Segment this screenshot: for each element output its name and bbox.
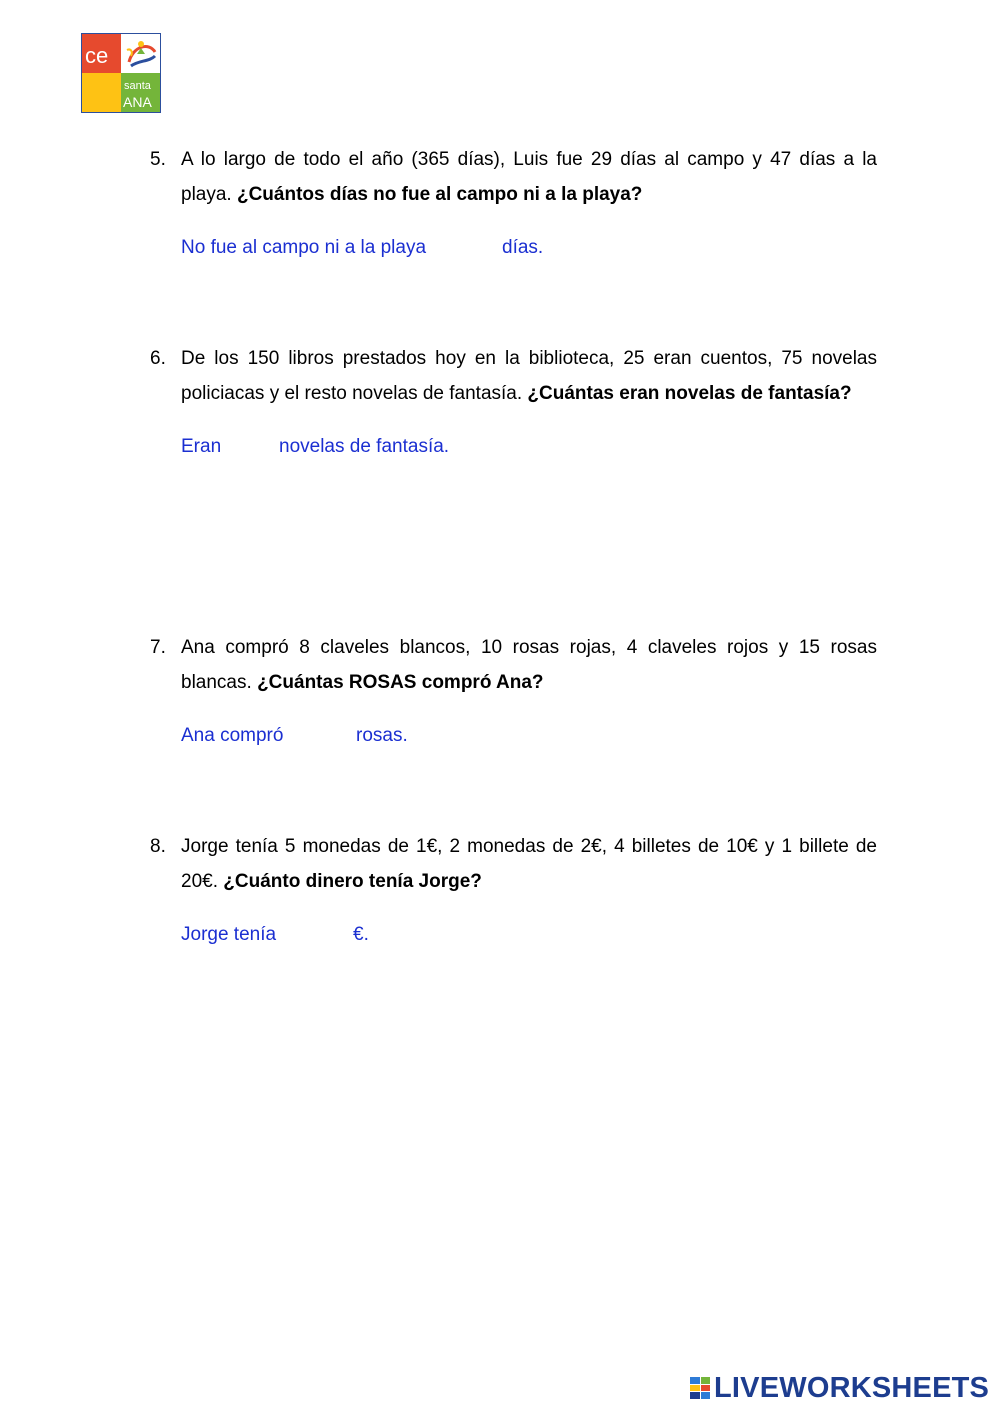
logo-santa-text: santa [124, 80, 151, 92]
answer-suffix: €. [353, 924, 369, 945]
exercise-text: Ana compró 8 claveles blancos, 10 rosas rojas, 4 claveles rojos y 15 rosas blancas. [181, 637, 877, 693]
exercise-text: De los 150 libros prestados hoy en la biblioteca, 25 eran cuentos, 75 novelas policiacas y el resto novelas de fantasía. [181, 348, 877, 404]
logo-ana-text: ANA [123, 94, 152, 110]
logo-yellow-square [82, 73, 121, 112]
exercise-8 [150, 829, 877, 952]
logo-emblem-icon [123, 36, 159, 72]
school-logo [81, 33, 161, 113]
answer-prefix: Ana compró [181, 725, 284, 746]
answer-prefix: No fue al campo ni a la playa [181, 237, 427, 258]
answer-prefix: Jorge tenía [181, 924, 277, 945]
exercise-7 [150, 630, 877, 753]
exercise-text: Jorge tenía 5 monedas de 1€, 2 monedas de 2€, 4 billetes de 10€ y 1 billete de 20€. [181, 836, 877, 892]
liveworksheets-logo-icon [690, 1377, 710, 1399]
exercise-statement [181, 630, 877, 700]
answer-line [181, 429, 877, 464]
exercise-question: ¿Cuántas ROSAS compró Ana? [257, 672, 544, 693]
answer-line [181, 917, 877, 952]
logo-ce-text: ce [85, 43, 109, 68]
answer-prefix: Eran [181, 436, 222, 457]
answer-line [181, 718, 877, 753]
exercise-question: ¿Cuántos días no fue al campo ni a la playa? [236, 184, 643, 205]
exercise-6 [150, 341, 877, 464]
exercise-question: ¿Cuántas eran novelas de fantasía? [527, 383, 852, 404]
exercise-text: A lo largo de todo el año (365 días), Luis fue 29 días al campo y 47 días a la playa. [181, 149, 877, 205]
answer-line [181, 230, 877, 265]
exercise-statement [181, 829, 877, 899]
liveworksheets-wordmark: LIVEWORKSHEETS [714, 1371, 990, 1404]
exercise-question: ¿Cuánto dinero tenía Jorge? [223, 871, 482, 892]
exercise-number: 8. [150, 836, 166, 857]
exercise-number: 6. [150, 348, 166, 369]
exercise-statement [181, 341, 877, 411]
exercise-statement [181, 142, 877, 212]
exercise-number: 5. [150, 149, 166, 170]
answer-suffix: rosas. [356, 725, 408, 746]
answer-suffix: novelas de fantasía. [279, 436, 450, 457]
exercise-5 [150, 142, 877, 265]
liveworksheets-brand [690, 1371, 990, 1404]
exercise-number: 7. [150, 637, 166, 658]
answer-suffix: días. [502, 237, 544, 258]
